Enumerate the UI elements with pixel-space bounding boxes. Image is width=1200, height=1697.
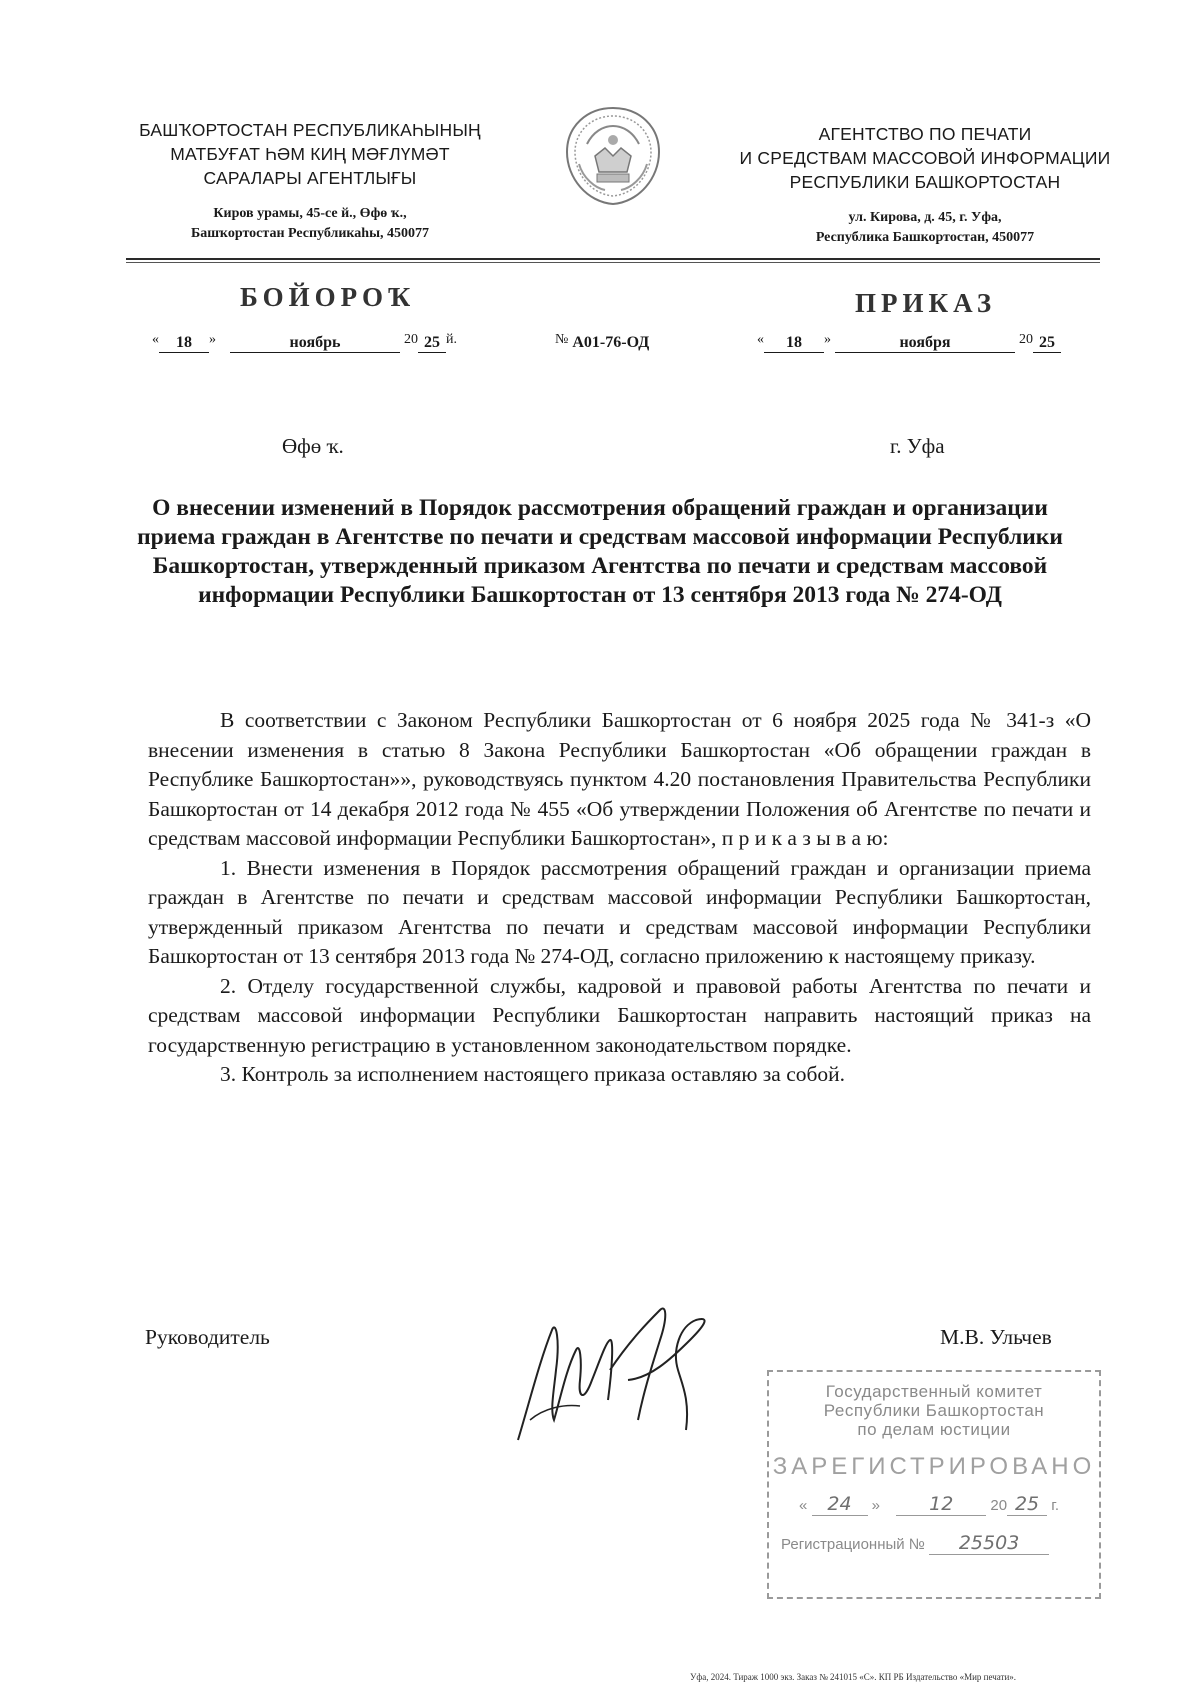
date-bashkir-year-prefix: 20: [404, 332, 418, 347]
stamp-date-month: 12: [896, 1493, 986, 1516]
date-russian-day: 18: [764, 334, 824, 353]
stamp-date-year: 25: [1007, 1493, 1047, 1516]
doc-type-bashkir: БОЙОРОҠ: [240, 282, 416, 312]
date-bashkir-year-suffix: й.: [446, 332, 457, 347]
header-divider-thin: [126, 262, 1100, 263]
org-name-bashkir-line-2: МАТБУҒАТ ҺӘМ КИҢ МӘҒЛҮМӘТ: [170, 144, 450, 164]
stamp-date-year-suffix: г.: [1051, 1497, 1060, 1514]
date-bashkir-month: ноябрь: [230, 334, 400, 353]
stamp-date: « 24 » 12 20 25 г.: [799, 1493, 1060, 1515]
date-bashkir-day: 18: [159, 334, 209, 353]
stamp-registered: ЗАРЕГИСТРИРОВАНО: [772, 1453, 1096, 1480]
header-russian: [715, 122, 1135, 248]
stamp-number-value: 25503: [929, 1532, 1049, 1555]
document-title: О внесении изменений в Порядок рассмотрения обращений граждан и организации приема граждан в Агентстве по печати и средствам массовой информации Республики Башкортостан, утвержденный приказом Агентства по печати и средствам массовой информации Республики Башкортостан от 13 сентября 2013 года № 274-ОД: [137, 495, 1063, 608]
doc-type-russian: ПРИКАЗ: [855, 288, 997, 318]
date-bashkir-open-quote: «: [152, 332, 159, 347]
address-bashkir-line-1: Киров урамы, 45-се й., Өфө ҡ.,: [213, 206, 407, 221]
emblem-icon: [557, 104, 669, 208]
signature-icon: [510, 1280, 740, 1450]
doc-number-label: №: [555, 332, 569, 347]
address-bashkir-line-2: Башҡортостан Республикаһы, 450077: [190, 226, 429, 241]
header-bashkir: [110, 118, 510, 244]
doc-number: [555, 332, 649, 352]
stamp-org-line-3: по делам юстиции: [857, 1420, 1011, 1439]
org-name-russian-line-3: РЕСПУБЛИКИ БАШКОРТОСТАН: [789, 172, 1061, 192]
stamp-number-label: Регистрационный №: [781, 1536, 925, 1553]
address-russian-line-2: Республика Башкортостан, 450077: [815, 230, 1035, 245]
org-name-russian-line-2: И СРЕДСТВАМ МАССОВОЙ ИНФОРМАЦИИ: [739, 148, 1111, 168]
doc-number-value: А01-76-ОД: [572, 334, 650, 351]
stamp-org-line-2: Республики Башкортостан: [823, 1401, 1045, 1420]
body-paragraph-preamble: В соответствии с Законом Республики Башкортостан от 6 ноября 2025 года № 341-з «О внесении изменения в статью 8 Закона Республики Башкортостан «Об обращении граждан в Республике Башкортостан»», руководствуясь пунктом 4.20 постановления Правительства Республики Башкортостан от 14 декабря 2012 года № 455 «Об утверждении Положения об Агентстве по печати и средствам массовой информации Республики Башкортостан», п р и к а з ы в а ю:: [148, 708, 1091, 850]
date-bashkir: [152, 332, 457, 353]
stamp-number: [769, 1532, 1099, 1555]
stamp-org-line-1: Государственный комитет: [825, 1382, 1043, 1401]
body-paragraph-item-1: 1. Внести изменения в Порядок рассмотрения обращений граждан и организации приема граждан в Агентстве по печати и средствам массовой информации Республики Башкортостан, утвержденный приказом Агентства по печати и средствам массовой информации Республики Башкортостан от 13 сентября 2013 года № 274-ОД, согласно приложению к настоящему приказу.: [148, 855, 1091, 968]
date-russian-close-quote: »: [824, 332, 831, 347]
registration-stamp: [767, 1370, 1101, 1599]
signatory-role: Руководитель: [145, 1325, 270, 1349]
org-name-bashkir-line-1: БАШҠОРТОСТАН РЕСПУБЛИКАҺЫНЫҢ: [139, 120, 481, 140]
date-russian-year-prefix: 20: [1019, 332, 1033, 347]
stamp-date-day: 24: [812, 1493, 868, 1516]
city-bashkir: Өфө ҡ.: [282, 434, 344, 458]
date-bashkir-close-quote: »: [209, 332, 216, 347]
body-paragraph-item-2: 2. Отделу государственной службы, кадровой и правовой работы Агентства по печати и средствам массовой информации Республики Башкортостан направить настоящий приказ на государственную регистрацию в установленном законодательством порядке.: [148, 973, 1091, 1057]
signatory-name: М.В. Ульчев: [940, 1325, 1052, 1349]
document-body: [148, 706, 1091, 1090]
body-paragraph-item-3: 3. Контроль за исполнением настоящего приказа оставляю за собой.: [220, 1062, 846, 1086]
header-divider: [126, 258, 1100, 260]
org-name-bashkir-line-3: САРАЛАРЫ АГЕНТЛЫҒЫ: [203, 168, 417, 188]
address-russian-line-1: ул. Кирова, д. 45, г. Уфа,: [848, 210, 1002, 225]
date-bashkir-year: 25: [418, 334, 446, 353]
city-russian: г. Уфа: [890, 434, 945, 458]
org-name-russian-line-1: АГЕНТСТВО ПО ПЕЧАТИ: [818, 124, 1032, 144]
date-russian: [757, 332, 1061, 353]
printer-imprint: Уфа, 2024. Тираж 1000 экз. Заказ № 241015 «С». КП РБ Издательство «Мир печати».: [690, 1672, 1017, 1682]
date-russian-year: 25: [1033, 334, 1061, 353]
date-russian-month: ноября: [835, 334, 1015, 353]
date-russian-open-quote: «: [757, 332, 764, 347]
